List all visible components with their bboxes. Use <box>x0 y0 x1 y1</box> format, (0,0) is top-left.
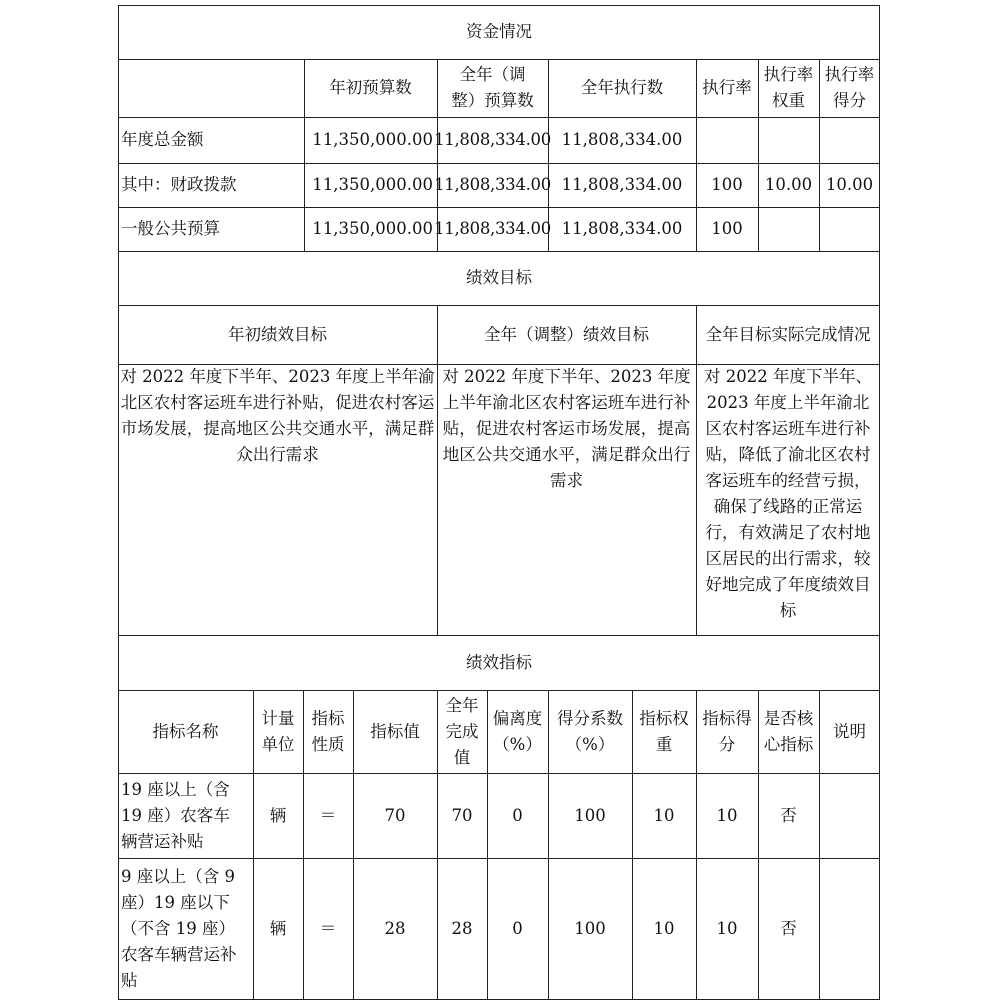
ind-row-score: 10 <box>716 805 738 825</box>
ind-row-unit: 辆 <box>269 805 287 825</box>
ind-header-nature: 指标性质 <box>311 708 345 754</box>
ind-row-nature: ＝ <box>319 805 337 825</box>
funds-row-score: 10.00 <box>825 175 874 194</box>
funds-row-label: 一般公共预算 <box>121 219 220 238</box>
funds-row-rate: 100 <box>711 175 743 194</box>
funds-title: 资金情况 <box>466 22 532 41</box>
funds-row-adjusted: 11,808,334.00 <box>434 175 551 194</box>
ind-header-score: 指标得分 <box>702 708 752 754</box>
ind-row-core: 否 <box>780 919 797 938</box>
goals-actual-text: 对 2022 年度下半年、2023 年度上半年渝北区农村客运班车进行补贴，降低了渝北区农村客运班车的经营亏损，确保了线路的正常运行，有效满足了农村地区居民的出行需求，较好地完成了年度绩效目标 <box>704 367 872 620</box>
funds-row-label: 其中：财政拨款 <box>121 175 237 194</box>
ind-row-unit: 辆 <box>269 919 287 938</box>
ind-row-core: 否 <box>780 805 797 825</box>
funds-row-initial: 11,350,000.00 <box>312 130 433 149</box>
ind-header-name: 指标名称 <box>152 721 219 741</box>
ind-header-deviation: 偏离度（%） <box>492 708 543 754</box>
funds-row-rate <box>696 117 758 163</box>
funds-row-weight: 10.00 <box>764 175 813 194</box>
ind-row-deviation: 0 <box>512 919 523 938</box>
funds-row-initial: 11,350,000.00 <box>312 175 433 194</box>
ind-row-value: 28 <box>384 919 406 938</box>
header-executed: 全年执行数 <box>580 78 664 97</box>
ind-row-weight: 10 <box>653 805 675 825</box>
funds-row-executed: 11,808,334.00 <box>561 130 683 149</box>
funds-row-score <box>819 207 880 251</box>
funds-row-initial: 11,350,000.00 <box>312 219 433 238</box>
goals-adjusted-text: 对 2022 年度下半年、2023 年度上半年渝北区农村客运班车进行补贴，促进农村客运市场发展，提高地区公共交通水平，满足群众出行需求 <box>442 367 691 490</box>
ind-row-weight: 10 <box>653 919 675 938</box>
ind-row-nature: ＝ <box>319 919 337 938</box>
ind-row-coef: 100 <box>574 805 606 825</box>
funds-row-rate: 100 <box>711 219 743 238</box>
funds-row-weight <box>758 207 819 251</box>
header-exec-rate-weight: 执行率权重 <box>763 65 814 110</box>
funds-row-executed: 11,808,334.00 <box>561 219 683 238</box>
goals-header-adjusted: 全年（调整）绩效目标 <box>484 324 649 344</box>
ind-header-unit: 计量单位 <box>261 708 295 754</box>
ind-row-coef: 100 <box>574 919 606 938</box>
ind-row-completed: 28 <box>451 919 473 938</box>
ind-header-core: 是否核心指标 <box>763 708 814 754</box>
header-adjusted-budget: 全年（调整）预算数 <box>451 65 534 110</box>
ind-header-note: 说明 <box>833 721 866 741</box>
goals-initial-text: 对 2022 年度下半年、2023 年度上半年渝北区农村客运班车进行补贴，促进农村客运市场发展，提高地区公共交通水平，满足群众出行需求 <box>120 367 435 464</box>
funds-row-adjusted: 11,808,334.00 <box>434 130 551 149</box>
ind-row-name: 19 座以上（含 19 座）农客车辆营运补贴 <box>121 779 235 851</box>
ind-row-deviation: 0 <box>512 805 523 825</box>
ind-header-completed: 全年完成值 <box>445 695 479 767</box>
header-exec-rate-score: 执行率得分 <box>824 65 875 110</box>
ind-row-completed: 70 <box>451 805 473 825</box>
goals-header-initial: 年初绩效目标 <box>228 324 327 344</box>
ind-row-note <box>819 773 880 858</box>
ind-header-weight: 指标权重 <box>639 708 689 754</box>
goals-title: 绩效目标 <box>466 268 532 287</box>
goals-header-actual: 全年目标实际完成情况 <box>705 324 871 344</box>
funds-row-weight <box>758 117 819 163</box>
ind-row-note <box>819 858 880 1000</box>
funds-row-adjusted: 11,808,334.00 <box>434 219 551 238</box>
funds-row-executed: 11,808,334.00 <box>561 175 683 194</box>
ind-row-name: 9 座以上（含 9 座）19 座以下（不含 19 座）农客车辆营运补贴 <box>121 867 241 990</box>
funds-row-score <box>819 117 880 163</box>
funds-row-label: 年度总金额 <box>121 130 204 149</box>
ind-row-value: 70 <box>384 805 406 825</box>
header-exec-rate: 执行率 <box>702 78 752 97</box>
ind-row-score: 10 <box>716 919 738 938</box>
ind-header-value: 指标值 <box>370 721 420 741</box>
indicators-title: 绩效指标 <box>466 652 532 672</box>
ind-header-coef: 得分系数（%） <box>557 708 623 754</box>
header-initial-budget: 年初预算数 <box>329 78 412 97</box>
